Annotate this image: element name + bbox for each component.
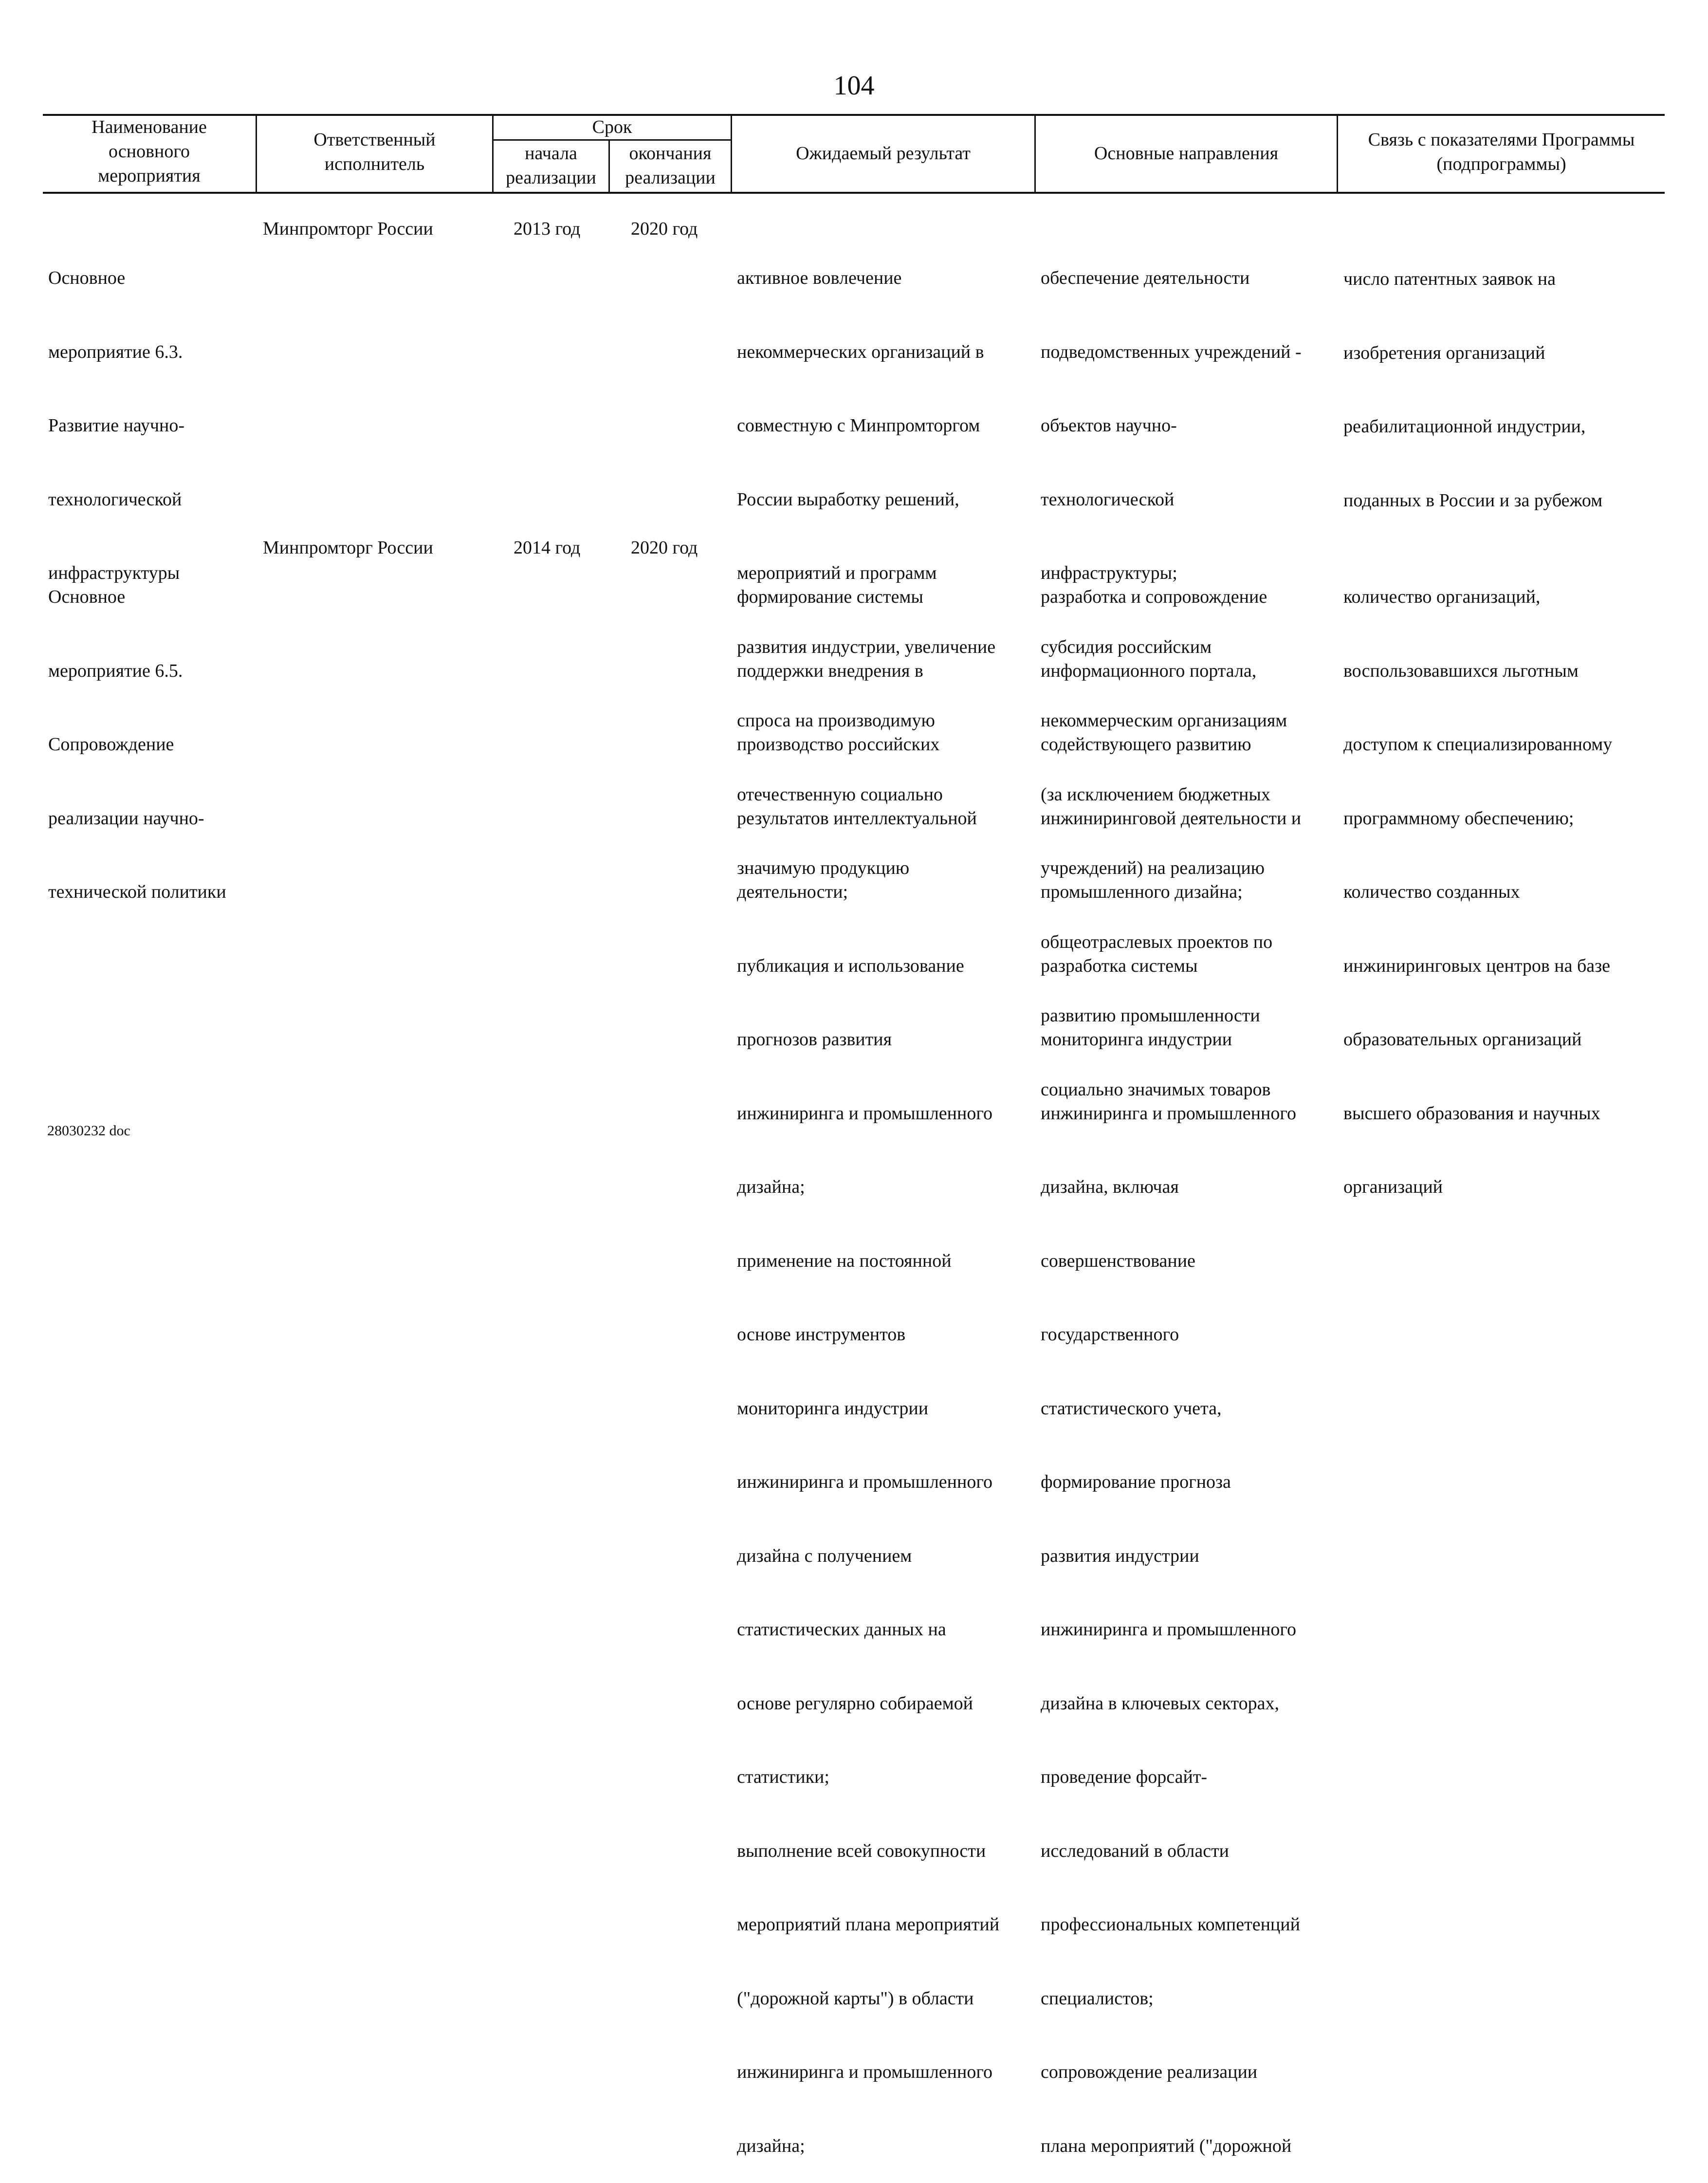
row2-end-year: 2020 год [631, 537, 698, 558]
header-executor: Ответственный исполнитель [313, 130, 436, 174]
row2-result: формирование системы поддержки внедрения в производство российских результатов интеллектуальной деятельности; публикация и использование прогнозов развития инжиниринга и промышленного дизайна; применение на постоянной основе инструментов мониторинга индустрии инжиниринга и промышленного дизайна с получением статистических данных на основе регулярно собираемой статистики; выполнение всей совокупности мероприятий плана мероприятий ("дорожной карты") в области инжиниринга и промышленного дизайна; [737, 587, 1000, 2156]
row1-link: число патентных заявок на изобретения организаций реабилитационной индустрии, поданных в России и за рубежом [1343, 269, 1603, 511]
header-link: Связь с показателями Программы (подпрограммы) [1368, 130, 1635, 174]
row1-start-year: 2013 год [514, 219, 581, 239]
row1-directions: обеспечение деятельности подведомственных учреждений - объектов научно- технологической инфраструктуры; субсидия российским некоммерческим организациям (за исключением бюджетных учреждений) на реализацию общеотраслевых проектов по развитию промышленности социально значимых товаров [1041, 268, 1302, 1100]
row1-end-year: 2020 год [631, 219, 698, 239]
page-number: 104 [833, 71, 875, 101]
document-id-footer: 28030232 doc [47, 1123, 130, 1139]
header-name: Наименование основного мероприятия [92, 117, 207, 186]
header-directions: Основные направления [1094, 143, 1279, 164]
header-bottom-border [43, 192, 1665, 194]
row1-name: Основное мероприятие 6.3. Развитие научно- технологической инфраструктуры [48, 268, 184, 583]
row2-start-year: 2014 год [514, 537, 581, 558]
row2-link: количество организаций, воспользовавшихся льготным доступом к специализированному программному обеспечению; количество созданных инжиниринговых центров на базе образовательных организаций высшего образования и научных организаций [1343, 587, 1613, 1197]
term-subheader-rule [492, 139, 731, 141]
header-result: Ожидаемый результат [796, 143, 971, 164]
row2-executor: Минпромторг России [263, 537, 433, 558]
row1-result: активное вовлечение некоммерческих организаций в совместную с Минпромторгом России выработку решений, мероприятий и программ развития индустрии, увеличение спроса на производимую отечественную социально значимую продукцию [737, 268, 996, 878]
table-top-border [43, 114, 1665, 116]
header-term: Срок [592, 117, 632, 137]
header-start: начала реализации [506, 143, 596, 188]
header-end: окончания реализации [625, 143, 716, 188]
row2-directions: разработка и сопровождение информационного портала, содействующего развитию инжиниринговой деятельности и промышленного дизайна; разработка системы мониторинга индустрии инжиниринга и промышленного дизайна, включая совершенствование государственного статистического учета, формирование прогноза развития индустрии инжиниринга и промышленного дизайна в ключевых секторах, проведение форсайт- исследований в области профессиональных компетенций специалистов; сопровождение реализации плана мероприятий ("дорожной [1041, 587, 1302, 2156]
row1-executor: Минпромторг России [263, 219, 433, 239]
row2-name: Основное мероприятие 6.5. Сопровождение реализации научно- технической политики [48, 587, 226, 902]
